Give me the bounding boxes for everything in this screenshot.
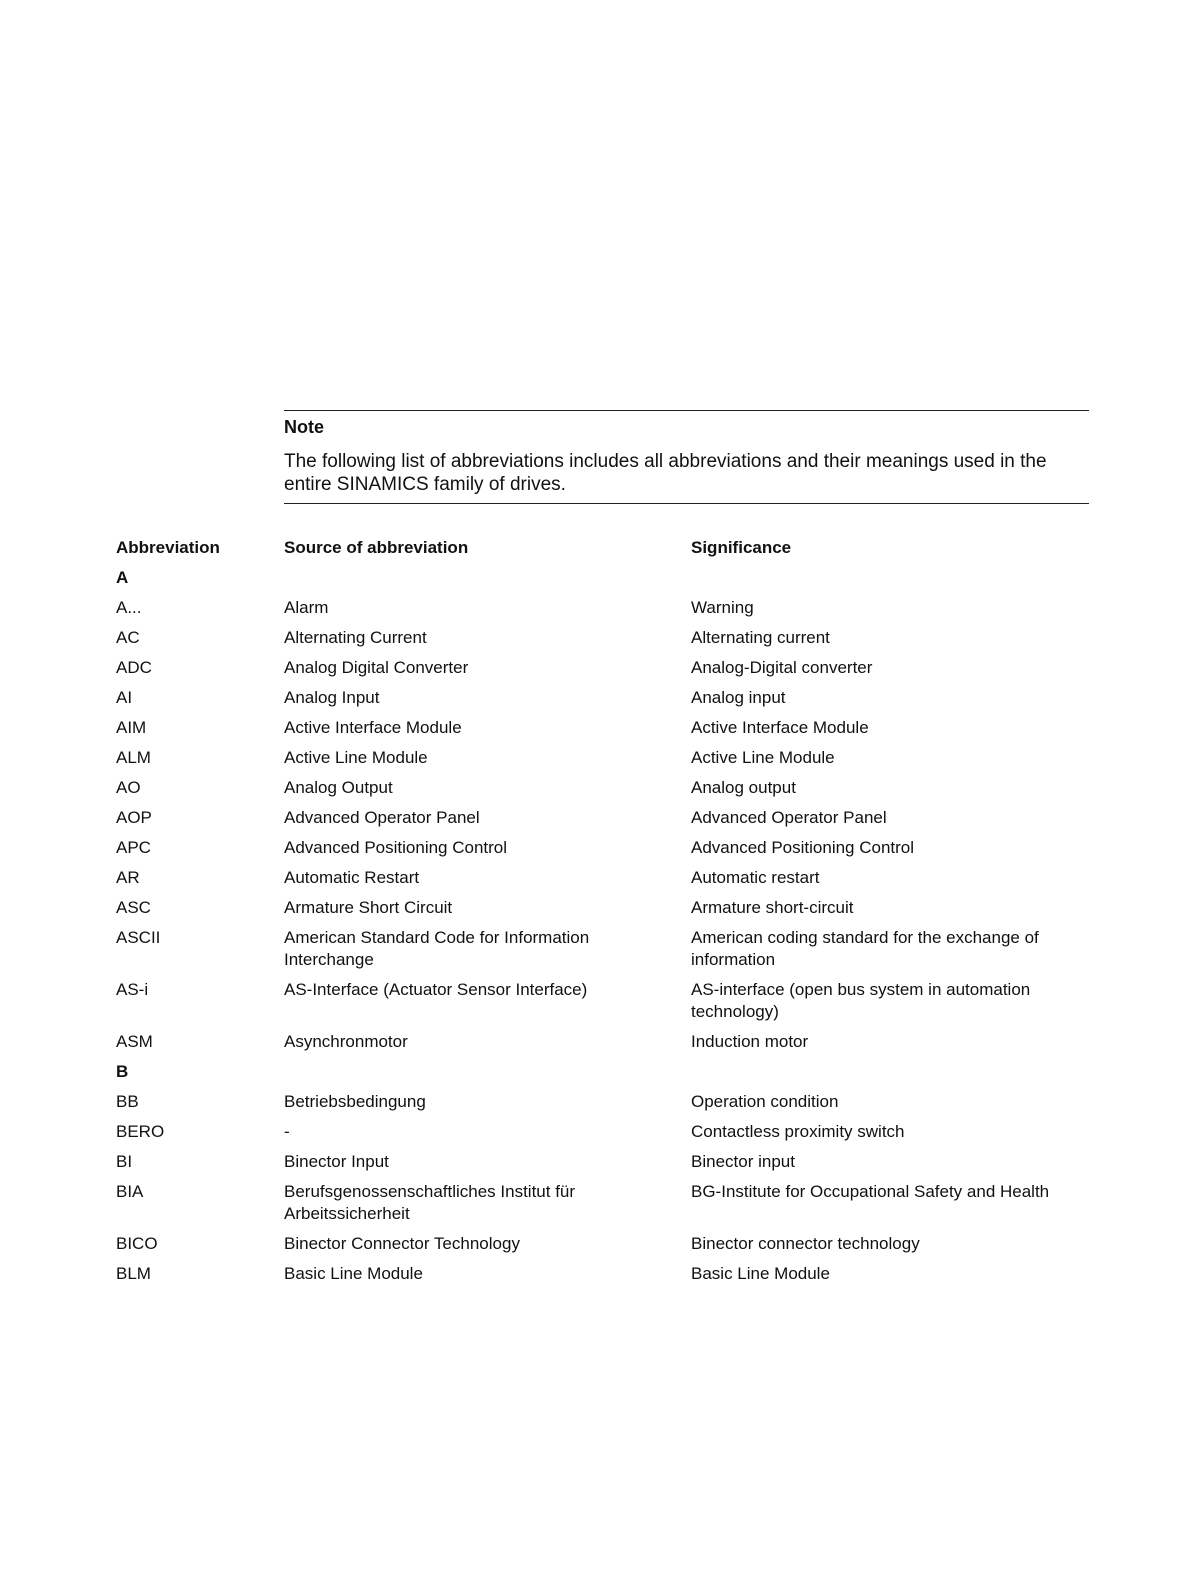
table-row [116,927,1091,979]
row-significance: Analog-Digital converter [691,658,873,677]
table-row [116,1031,1091,1061]
row-significance: BG-Institute for Occupational Safety and Health [691,1182,1050,1201]
row-significance: Warning [691,598,754,617]
row-significance: Basic Line Module [691,1264,830,1283]
section-letter [116,1061,1091,1091]
table-row [116,717,1091,747]
abbreviation-table [116,536,1091,1293]
row-source: Advanced Operator Panel [284,808,480,827]
note-text: The following list of abbreviations includes all abbreviations and their meanings used in the entire SINAMICS family of drives. [284,451,1047,495]
row-source: - [284,1122,290,1141]
row-abbreviation: BLM [116,1264,151,1283]
row-significance: Active Interface Module [691,718,869,737]
row-abbreviation: AI [116,688,133,707]
row-source: AS-Interface (Actuator Sensor Interface) [284,980,588,999]
table-row [116,747,1091,777]
table-body [116,567,1091,1293]
row-abbreviation: ASC [116,898,151,917]
row-source: Armature Short Circuit [284,898,453,917]
row-abbreviation: AS-i [116,980,149,999]
row-source: Basic Line Module [284,1264,423,1283]
table-row [116,1121,1091,1151]
row-source: American Standard Code for Information Interchange [284,928,590,969]
row-abbreviation: AR [116,868,140,887]
row-significance: Alternating current [691,628,830,647]
table-row [116,1233,1091,1263]
row-source: Advanced Positioning Control [284,838,508,857]
table-row [116,597,1091,627]
row-source: Analog Digital Converter [284,658,469,677]
row-source: Asynchronmotor [284,1032,408,1051]
table-row [116,837,1091,867]
note-title: Note [284,417,324,437]
row-significance: Analog output [691,778,796,797]
row-significance: Contactless proximity switch [691,1122,905,1141]
row-source: Analog Input [284,688,380,707]
row-abbreviation: BERO [116,1122,165,1141]
table-row [116,687,1091,717]
row-source: Automatic Restart [284,868,420,887]
row-abbreviation: BICO [116,1234,158,1253]
header-abbreviation: Abbreviation [116,538,220,557]
table-row [116,1181,1091,1233]
row-source: Betriebsbedingung [284,1092,426,1111]
table-row [116,807,1091,837]
section-letter [116,567,1091,597]
table-row [116,979,1091,1031]
table-row [116,897,1091,927]
note-block [284,410,1089,504]
row-significance: Automatic restart [691,868,820,887]
table-row [116,777,1091,807]
row-abbreviation: BIA [116,1182,144,1201]
row-source: Alternating Current [284,628,427,647]
row-source: Analog Output [284,778,393,797]
row-significance: AS-interface (open bus system in automation technology) [691,980,1031,1021]
row-significance: Advanced Positioning Control [691,838,915,857]
row-significance: Armature short-circuit [691,898,854,917]
table-row [116,1263,1091,1293]
row-abbreviation: BI [116,1152,133,1171]
row-significance: Induction motor [691,1032,809,1051]
table-header [116,536,1091,567]
row-source: Binector Connector Technology [284,1234,520,1253]
row-significance: Active Line Module [691,748,835,767]
table-row [116,657,1091,687]
row-significance: Analog input [691,688,786,707]
row-significance: Binector connector technology [691,1234,920,1253]
row-significance: American coding standard for the exchange of information [691,928,1039,969]
row-abbreviation: ADC [116,658,152,677]
row-source: Berufsgenossenschaftliches Institut für Arbeitssicherheit [284,1182,576,1223]
row-abbreviation: AIM [116,718,147,737]
row-abbreviation: A... [116,598,142,617]
row-source: Active Interface Module [284,718,462,737]
row-abbreviation: AC [116,628,140,647]
row-abbreviation: APC [116,838,151,857]
row-significance: Binector input [691,1152,795,1171]
row-abbreviation: AOP [116,808,152,827]
section-letter-label: B [116,1062,129,1081]
table-row [116,1151,1091,1181]
table-row [116,627,1091,657]
row-abbreviation: BB [116,1092,139,1111]
table-row [116,867,1091,897]
section-letter-label: A [116,568,129,587]
row-significance: Operation condition [691,1092,839,1111]
row-abbreviation: ALM [116,748,151,767]
header-significance: Significance [691,538,792,557]
row-abbreviation: ASM [116,1032,153,1051]
row-source: Active Line Module [284,748,428,767]
header-source: Source of abbreviation [284,538,469,557]
table-row [116,1091,1091,1121]
row-source: Binector Input [284,1152,389,1171]
row-abbreviation: ASCII [116,928,161,947]
row-source: Alarm [284,598,329,617]
row-significance: Advanced Operator Panel [691,808,887,827]
row-abbreviation: AO [116,778,141,797]
